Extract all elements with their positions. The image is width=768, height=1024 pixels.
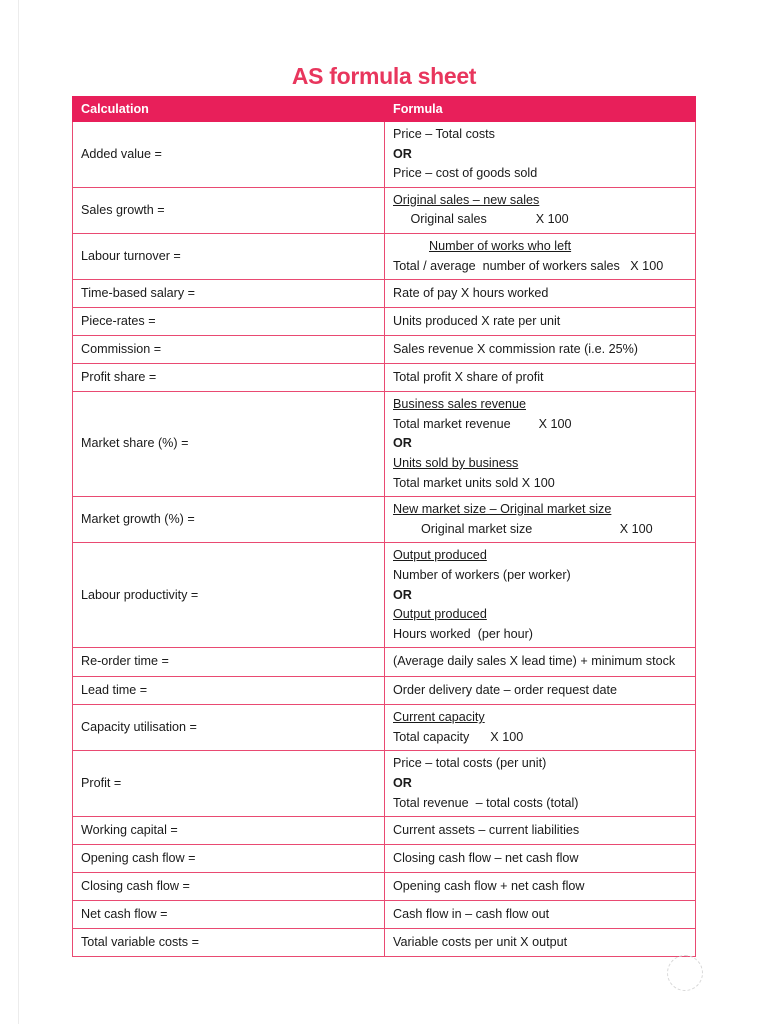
table-body [73,122,696,957]
formula-cell [385,336,696,364]
calculation-cell: Capacity utilisation = [73,705,385,751]
formula-cell [385,845,696,873]
formula-line: Output produced [393,607,487,622]
formula-line: Total capacity X 100 [393,729,524,744]
formula-line: Number of workers (per worker) [393,567,571,582]
formula-cell [385,233,696,279]
formula-line: Total market units sold X 100 [393,475,555,490]
table-row [73,280,696,308]
formula-line: Total market revenue X 100 [393,416,572,431]
table-row [73,929,696,957]
calculation-cell: Opening cash flow = [73,845,385,873]
table-row [73,873,696,901]
table-row [73,122,696,188]
formula-cell [385,901,696,929]
formula-line: Current assets – current liabilities [393,822,580,837]
formula-line: Price – total costs (per unit) [393,756,547,771]
calculation-cell: Labour productivity = [73,543,385,648]
table-row [73,648,696,677]
calculation-cell: Added value = [73,122,385,188]
calculation-cell: Commission = [73,336,385,364]
formula-cell [385,648,696,677]
formula-line: Closing cash flow – net cash flow [393,850,579,865]
calculation-cell: Time-based salary = [73,280,385,308]
formula-line: Units produced X rate per unit [393,313,561,328]
formula-line: Sales revenue X commission rate (i.e. 25%) [393,341,638,356]
formula-line: Opening cash flow + net cash flow [393,878,585,893]
formula-line: Business sales revenue [393,397,527,412]
page-number-circle [667,955,703,991]
table-row [73,677,696,705]
table-row [73,392,696,497]
calculation-cell: Profit = [73,751,385,817]
table-row [73,233,696,279]
formula-line: Original sales – new sales [393,192,540,207]
formula-cell [385,929,696,957]
calculation-cell: Market share (%) = [73,392,385,497]
formula-line: Total / average number of workers sales X 100 [393,258,664,273]
formula-line: Original market size X 100 [393,521,653,536]
formula-line: Price – Total costs [393,127,495,141]
formula-line: Variable costs per unit X output [393,934,568,949]
formula-cell [385,873,696,901]
formula-line: OR [393,776,412,791]
calculation-cell: Total variable costs = [73,929,385,957]
formula-line: Cash flow in – cash flow out [393,906,550,921]
formula-cell [385,122,696,188]
table-row [73,705,696,751]
formula-cell [385,817,696,845]
calculation-cell: Re-order time = [73,648,385,677]
calculation-cell: Net cash flow = [73,901,385,929]
formula-line: OR [393,587,412,602]
formula-line: Output produced [393,548,487,563]
formula-cell [385,677,696,705]
calculation-cell: Profit share = [73,364,385,392]
formula-cell [385,751,696,817]
formula-line: New market size – Original market size [393,502,612,517]
table-row [73,845,696,873]
table-row [73,336,696,364]
formula-cell [385,280,696,308]
calculation-column-header: Calculation [73,97,385,122]
table-header-row [73,97,696,122]
formula-column-header: Formula [385,97,696,122]
page-title: AS formula sheet [291,63,477,90]
page-edge [18,0,19,1024]
formula-line: OR [393,146,412,161]
table-row [73,751,696,817]
formula-cell [385,364,696,392]
table-row [73,543,696,648]
calculation-cell: Piece-rates = [73,308,385,336]
formula-line: Rate of pay X hours worked [393,285,549,300]
formula-line: Original sales X 100 [393,212,569,227]
calculation-cell: Working capital = [73,817,385,845]
formula-line: Units sold by business [393,455,519,470]
formula-cell [385,392,696,497]
calculation-cell: Sales growth = [73,187,385,233]
formula-line: Total profit X share of profit [393,369,544,384]
calculation-cell: Closing cash flow = [73,873,385,901]
formula-cell [385,543,696,648]
formula-cell [385,187,696,233]
formula-line: Order delivery date – order request date [393,682,618,697]
formula-line: Total revenue – total costs (total) [393,795,579,810]
table-row [73,497,696,543]
formula-line: OR [393,436,412,451]
table-row [73,308,696,336]
calculation-cell: Labour turnover = [73,233,385,279]
formula-cell [385,705,696,751]
formula-line: Current capacity [393,710,485,725]
formula-line: Hours worked (per hour) [393,626,533,641]
formula-line: Number of works who left [429,238,572,253]
formula-line: (Average daily sales X lead time) + minimum stock [393,654,676,669]
table-row [73,364,696,392]
formula-cell [385,497,696,543]
table-row [73,817,696,845]
formula-table [72,96,696,957]
table-row [73,901,696,929]
calculation-cell: Lead time = [73,677,385,705]
calculation-cell: Market growth (%) = [73,497,385,543]
table-row [73,187,696,233]
formula-line: Price – cost of goods sold [393,166,538,181]
formula-cell [385,308,696,336]
